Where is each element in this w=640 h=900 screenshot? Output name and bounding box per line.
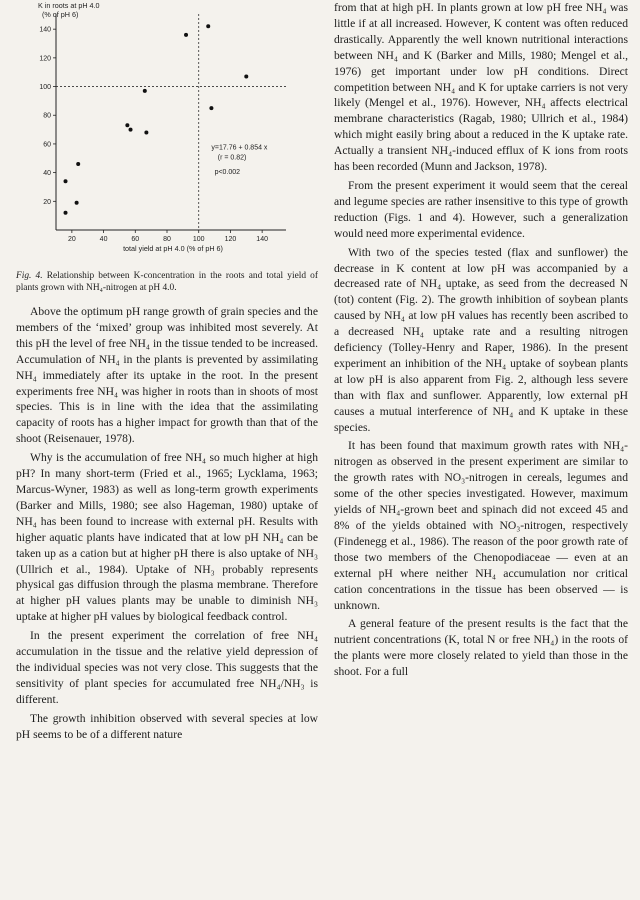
data-point — [129, 128, 133, 132]
y-tick-label: 140 — [39, 26, 51, 34]
paragraph: from that at high pH. In plants grown at low pH free NH₄ was little if at all increased. However, K content was often reduced drastically. Apparently the well known nutritional interactions between NH₄ and K (Barker and Mills, 1980; Mengel et al., 1976) get important under low pH conditions. Direct competition between NH₄ and K for uptake carriers is not very likely (Mengel et al., 1976). However, NH₄ affects electrical membrane characteristics (Ragab, 1980; Ullrich et al., 1984) which might easily bring about a reduced in the K uptake rate. Actually a transient NH₄-induced efflux of K ions from roots has been recorded (Munn and Jackson, 1978). — [334, 1, 628, 174]
y-axis-label-unit: (% of pH 6) — [42, 10, 79, 19]
correlation-coefficient: (r = 0.82) — [217, 154, 247, 162]
paragraph: From the present experiment it would seem that the cereal and legume species are rather insensitive to this type of growth reduction (Figs. 1 and 4). However, such a generalization would need more experimental evidence. — [334, 178, 628, 240]
significance-level: p<0.002 — [214, 169, 241, 177]
data-point — [125, 123, 129, 127]
data-point — [75, 201, 79, 205]
figure-4 — [16, 0, 318, 262]
paragraph: It has been found that maximum growth rates with NH₄-nitrogen as observed in the present experiment are similar to the growth rates with NO₃-nitrogen in cereals, legumes and some of the other species investigated. However, maximum yields of NH₄-grown beet and spinach did not exceed 45 and 8% of the yields obtained with NO₃-nitrogen, respectively (Findenegg et al., 1986). The reason of the poor growth rate of those two members of the Chenopodiaceae — even at an external pH where neither NH₄ accumulation nor critical cation concentrations in the tissue has been observed — is unknown. — [334, 439, 628, 612]
data-point — [143, 89, 147, 93]
data-point — [76, 162, 80, 166]
x-tick-label: 140 — [256, 236, 268, 243]
data-point — [64, 211, 68, 215]
paragraph: In the present experiment the correlation of free NH₄ accumulation in the tissue and the relative yield depression of the individual species was not very close. This suggests that the sensitivity of plant species for accumulated free NH₄/NH₃ is different. — [16, 629, 318, 706]
x-tick-label: 80 — [163, 236, 171, 243]
left-column — [16, 0, 318, 742]
paragraph: With two of the species tested (flax and sunflower) the decrease in K content at low pH was accompanied by a decreased rate of NH₄ uptake, as seed from the decreased N (tot) content (Fig. 2). The growth inhibition of soybean plants caused by NH₄ at low pH values has recently been ascribed to a decreased NH₄ uptake rate and a resulting nitrogen deficiency (Tolley-Henry and Raper, 1986). In the present experiment an inhibition of the NH₄ uptake of soybean plants at low pH is also apparent from Fig. 2, although less severe than with flax and sunflower. Apparently, low external pH causes a mutual interference of NH₄ and K uptake in these species. — [334, 245, 628, 434]
x-tick-label: 20 — [67, 236, 76, 243]
data-point — [209, 106, 213, 110]
figure-label: Fig. 4. — [16, 271, 43, 281]
regression-equation: y=17.76 + 0.854 x — [211, 144, 268, 152]
x-tick-label: 120 — [224, 236, 237, 243]
caption-text: Relationship between K-concentration in the roots and total yield of plants grown with NH₄-nitrogen at pH 4.0. — [16, 271, 318, 293]
x-tick-label: 60 — [131, 236, 140, 243]
x-axis-label: total yield at pH 4.0 (% of pH 6) — [123, 244, 223, 253]
data-point — [64, 179, 68, 183]
figure-caption — [16, 270, 318, 294]
y-tick-label: 20 — [43, 198, 51, 206]
paragraph: The growth inhibition observed with several species at low pH seems to be of a different nature — [16, 711, 318, 741]
right-column — [334, 0, 628, 680]
y-tick-label: 60 — [43, 141, 51, 149]
data-point — [244, 75, 248, 79]
x-tick-label: 100 — [192, 236, 205, 243]
y-tick-label: 100 — [39, 84, 51, 92]
y-axis-label: K in roots at pH 4.0 — [38, 1, 100, 10]
paragraph: Why is the accumulation of free NH₄ so much higher at high pH? In many short-term (Fried et al., 1965; Lycklama, 1963; Marcus-Wyner, 1983) as well as long-term growth experiments (Barker and Mills, 1980; see also Hageman, 1980) uptake of NH₄ has been found to increase with external pH. Results with higher aquatic plants have indicated that at low pH NH₄ can be taken up as a cation but at higher pH there is also uptake of NH₃ (Ullrich et al., 1984). Uptake of NH₃ probably represents physical gas diffusion through the plasma membrane. Therefore at higher pH values plants may be unable to diminish NH₃ uptake at higher pH values by biological feedback control. — [16, 451, 318, 624]
data-point — [206, 24, 210, 28]
x-tick-label: 40 — [99, 236, 108, 243]
y-tick-label: 120 — [39, 55, 51, 63]
paragraph: Above the optimum pH range growth of grain species and the members of the ‘mixed’ group was inhibited most severely. At this pH the level of free NH₄ in the tissue tended to be increased. Accumulation of NH₄ in the plants is prevented by assimilating NH₄ immediately after its uptake in the root. In the present experiments free NH₄ was higher in roots than in shoots of most species. This is in line with the idea that the assimilating capacity of roots has a higher impact for growth than that of the shoot (Reisenauer, 1978). — [16, 305, 318, 446]
y-tick-label: 40 — [43, 170, 51, 178]
paragraph: A general feature of the present results is the fact that the nutrient concentrations (K, total N or free NH₄) in the roots of the plants were more closely related to yield than those in the shoot. For a full — [334, 617, 628, 679]
scatter-chart — [16, 0, 318, 262]
data-point — [144, 130, 148, 134]
data-point — [184, 33, 188, 37]
y-tick-label: 80 — [43, 112, 51, 120]
